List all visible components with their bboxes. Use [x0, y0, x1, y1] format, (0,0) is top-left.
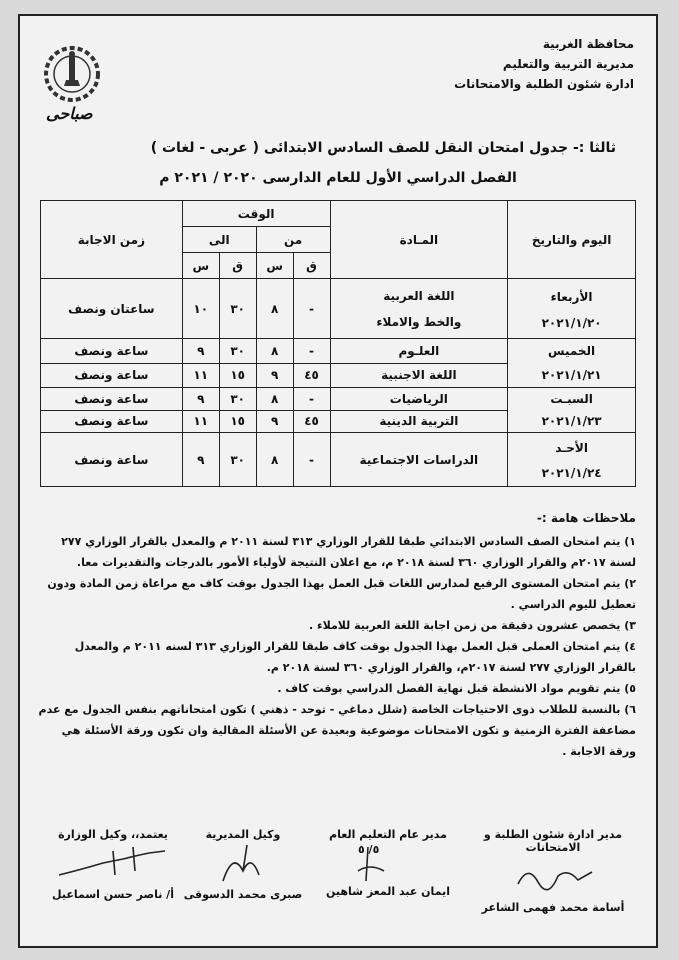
- to-hour: ٩: [182, 339, 219, 364]
- from-hour: ٨: [256, 433, 293, 487]
- subject-cell: الدراسات الاجتماعية: [330, 433, 508, 487]
- from-minute: -: [293, 339, 330, 364]
- signature-title: وكيل المديرية: [205, 828, 281, 841]
- header-to: الى: [182, 227, 256, 253]
- subject-name: اللغة العربية: [383, 288, 455, 303]
- table-row: [41, 433, 636, 487]
- signature-block: [468, 828, 638, 914]
- note-item: ٥) يتم تقويم مواد الانشطة قبل نهاية الفصل الدراسي بوقت كاف .: [277, 682, 636, 695]
- to-hour: ١٠: [182, 279, 219, 339]
- duration: ساعة ونصف: [41, 388, 183, 411]
- signatures-section: [38, 828, 638, 928]
- header-directorate: مديرية التربية والتعليم: [502, 57, 634, 71]
- duration: ساعتان ونصف: [41, 279, 183, 339]
- day-name: الأربعاء: [550, 289, 593, 304]
- schedule-subtitle: الفصل الدراسي الأول للعام الدارسى ٢٠٢٠ / ٢٠٢١ م: [159, 170, 517, 186]
- signature-block: [178, 828, 308, 901]
- to-hour: ٩: [182, 433, 219, 487]
- subject-cell: العلـوم: [330, 339, 508, 364]
- exam-date: ٢٠٢١/١/٢٤: [541, 465, 602, 480]
- header-block: [454, 34, 634, 94]
- signature-block: [38, 828, 188, 901]
- header-duration: زمن الاجابة: [41, 201, 183, 279]
- day-date-cell: [508, 279, 636, 339]
- header-to-hour: س: [182, 253, 219, 279]
- signature-block: [318, 828, 458, 898]
- to-minute: ٣٠: [219, 388, 256, 411]
- subject-cell: التربية الدينية: [330, 410, 508, 433]
- from-minute: -: [293, 433, 330, 487]
- to-minute: ٣٠: [219, 279, 256, 339]
- note-item: ٢) يتم امتحان المستوى الرفيع لمدارس اللغات قبل العمل بهذا الجدول بوقت كاف مع مراعاة زمن المادة ودون تعطيل لليوم الدراسي .: [47, 577, 636, 611]
- schedule-title: ثالثا :- جدول امتحان النقل للصف السادس الابتدائى ( عربى - لغات ): [150, 140, 616, 156]
- from-minute: ٤٥: [293, 410, 330, 433]
- notes-heading: ملاحظات هامة :-: [536, 511, 636, 525]
- duration: ساعة ونصف: [41, 433, 183, 487]
- to-hour: ١١: [182, 363, 219, 388]
- signature-name: أ/ ناصر حسن اسماعيل: [52, 888, 174, 901]
- day-date-cell: [508, 339, 636, 388]
- duration: ساعة ونصف: [41, 363, 183, 388]
- exam-date: ٢٠٢١/١/٢٣: [541, 414, 602, 428]
- to-minute: ٣٠: [219, 339, 256, 364]
- day-name: السبـت: [550, 392, 593, 406]
- to-hour: ٩: [182, 388, 219, 411]
- signature-date-note: ٥/ ٥: [358, 843, 380, 856]
- exam-date: ٢٠٢١/١/٢١: [541, 368, 602, 382]
- from-minute: -: [293, 279, 330, 339]
- from-minute: -: [293, 388, 330, 411]
- note-item: ٦) بالنسبة للطلاب ذوى الاحتياجات الخاصة (شلل دماغي - توحد - ذهني ) تكون امتحاناتهم بنفس الجدول مع عدم مضاعفة الفترة الزمنية و تكون الامتحانات موضوعية وبعيدة عن الأسئلة المقالية وان تكون ورقة الأسئلة هي ورقة الاجابة .: [38, 703, 636, 758]
- handwritten-signature-icon: [508, 854, 598, 898]
- from-hour: ٩: [256, 410, 293, 433]
- header-day-date: اليوم والتاريخ: [508, 201, 636, 279]
- note-item: ٣) يخصص عشرون دقيقة من زمن اجابة اللغة العربية للاملاء .: [309, 619, 636, 632]
- header-from: من: [256, 227, 330, 253]
- day-name: الأحـد: [555, 440, 588, 455]
- session-label: صباحى: [46, 104, 93, 123]
- subject-cell: [330, 279, 508, 339]
- from-hour: ٨: [256, 339, 293, 364]
- signature-title: مدير ادارة شئون الطلبة و الامتحانات: [483, 828, 623, 854]
- from-hour: ٩: [256, 363, 293, 388]
- subject-cell: اللغة الاجنبية: [330, 363, 508, 388]
- signature-name: أسامة محمد فهمى الشاعر: [481, 901, 625, 914]
- document-page: [18, 14, 658, 948]
- day-date-cell: [508, 388, 636, 433]
- table-row: [41, 339, 636, 364]
- subject-cell: الرياضيات: [330, 388, 508, 411]
- handwritten-signature-icon: [53, 841, 173, 885]
- header-subject: المـادة: [330, 201, 508, 279]
- header-department: ادارة شئون الطلبة والامتحانات: [454, 77, 634, 91]
- day-name: الخميس: [548, 344, 596, 358]
- to-minute: ١٥: [219, 363, 256, 388]
- from-hour: ٨: [256, 388, 293, 411]
- day-date-cell: [508, 433, 636, 487]
- note-item: ١) يتم امتحان الصف السادس الابتدائي طبقا للقرار الوزاري ٣١٣ لسنة ٢٠١١ م والمعدل بالقرار الوزاري ٢٧٧ لسنة ٢٠١٧م والقرار الوزاري ٣٦٠ لسنة ٢٠١٨ م، مع اعلان النتيجة لأولياء الأمور بالدرجات والتقديرات معا.: [61, 535, 636, 569]
- exam-schedule-table: [40, 200, 636, 487]
- signature-name: ايمان عبد المعز شاهين: [326, 885, 450, 898]
- table-row: [41, 388, 636, 411]
- handwritten-signature-icon: [338, 841, 398, 885]
- header-from-minute: ق: [293, 253, 330, 279]
- to-minute: ١٥: [219, 410, 256, 433]
- to-hour: ١١: [182, 410, 219, 433]
- from-minute: ٤٥: [293, 363, 330, 388]
- notes-section: [38, 508, 636, 762]
- table-row: [41, 279, 636, 339]
- header-governorate: محافظة الغربية: [542, 37, 634, 51]
- duration: ساعة ونصف: [41, 339, 183, 364]
- exam-date: ٢٠٢١/١/٢٠: [541, 315, 602, 330]
- signature-name: صبرى محمد الدسوقى: [183, 888, 303, 901]
- subject-name-line2: والخط والاملاء: [376, 314, 462, 329]
- header-time: الوقت: [182, 201, 330, 227]
- handwritten-signature-icon: [203, 841, 283, 885]
- signature-title: مدير عام التعليم العام: [329, 828, 447, 841]
- header-from-hour: س: [256, 253, 293, 279]
- note-item: ٤) يتم امتحان العملى قبل العمل بهذا الجدول بوقت كاف طبقا للقرار الوزاري ٣١٣ لسنه ٢٠١١ م والمعدل بالقرار الوزاري ٢٧٧ لسنة ٢٠١٧م، والقرار الوزاري ٣٦٠ لسنة ٢٠١٨ م.: [74, 640, 636, 674]
- signature-title: يعتمد،، وكيل الوزارة: [58, 828, 168, 841]
- to-minute: ٣٠: [219, 433, 256, 487]
- from-hour: ٨: [256, 279, 293, 339]
- duration: ساعة ونصف: [41, 410, 183, 433]
- header-to-minute: ق: [219, 253, 256, 279]
